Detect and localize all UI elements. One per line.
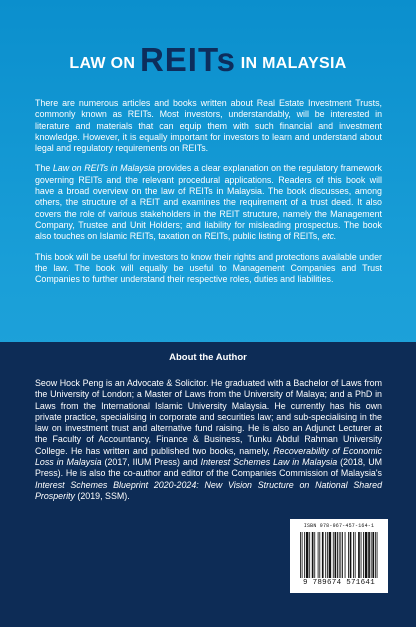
title-emphasis: REITs <box>139 41 237 78</box>
bio-part-b: (2017, IIUM Press) and <box>101 457 201 468</box>
description-paragraph-1: There are numerous articles and books written about Real Estate Investment Trusts, commonly known as REITs. Most investors, understandably, will be interested in literature and materials that can equip them with such financial and investment knowledge. However, it is equally important for investors to learn and understand about legal and regulatory requirements on REITs. <box>35 98 382 154</box>
bio-part-a: Seow Hock Peng is an Advocate & Solicitor. He graduated with a Bachelor of Laws from the University of London; a Master of Laws from the University of Malaya; and a PhD in Laws from the International Islamic University Malaysia. He currently has his own private practice, specialising in corporate and securities law; and sub-specialising in the law on investment trust and alternative fund raising. He is also an Adjunct Lecturer at the Faculty of Accountancy, Finance & Business, Tunku Abdul Rahman University College. He has written and published two books, namely, <box>35 378 382 456</box>
book-2-title: Interest Schemes Law in Malaysia <box>200 457 338 468</box>
book-title <box>0 40 416 80</box>
book-3-title: Interest Schemes Blueprint 2020-2024: New Vision Structure on National Shared Prosperity <box>35 479 382 501</box>
barcode-bars-icon <box>300 532 380 578</box>
book-1-title: Recoverability of Economic Loss in Malaysia <box>35 445 382 468</box>
isbn-digits: 9 789674 571641 <box>302 579 375 587</box>
paragraph-2-lead: The <box>35 163 53 174</box>
etc-italic: etc. <box>322 231 337 242</box>
bio-part-c: (2018, UM Press). He is also the co-author and editor of the Companies Commission of Malaysia's <box>35 457 383 479</box>
about-author-heading: About the Author <box>169 352 247 363</box>
title-suffix: IN MALAYSIA <box>240 55 347 72</box>
book-description <box>35 98 382 294</box>
author-bio-text <box>35 378 382 502</box>
title-prefix: LAW ON <box>69 55 136 72</box>
isbn-barcode <box>290 519 388 593</box>
bio-part-d: (2019, SSM). <box>74 490 130 501</box>
isbn-label: ISBN 978-967-457-164-1 <box>303 523 375 529</box>
book-title-italic: Law on REITs in Malaysia <box>52 163 156 174</box>
description-paragraph-3: This book will be useful for investors to know their rights and protections available under the law. The book will equally be useful to Management Companies and Trust Companies to further understand their respective roles, duties and liabilities. <box>35 251 382 285</box>
paragraph-2-body: provides a clear explanation on the regulatory framework governing REITs and the relevant procedural applications. Readers of this book will have a broad overview on the law of REITs in Malaysia. The book discusses, among others, the structure of a REIT and examines the requirement of a trust deed. It also covers the role of various stakeholders in the REIT structure, namely the Management Company, Trustee and Unit Holders; and liability for misleading prospectus. The book also touches on Islamic REITs, taxation on REITs, public listing of REITs, <box>35 163 382 242</box>
author-bio <box>35 378 382 502</box>
description-paragraph-2 <box>35 163 382 242</box>
